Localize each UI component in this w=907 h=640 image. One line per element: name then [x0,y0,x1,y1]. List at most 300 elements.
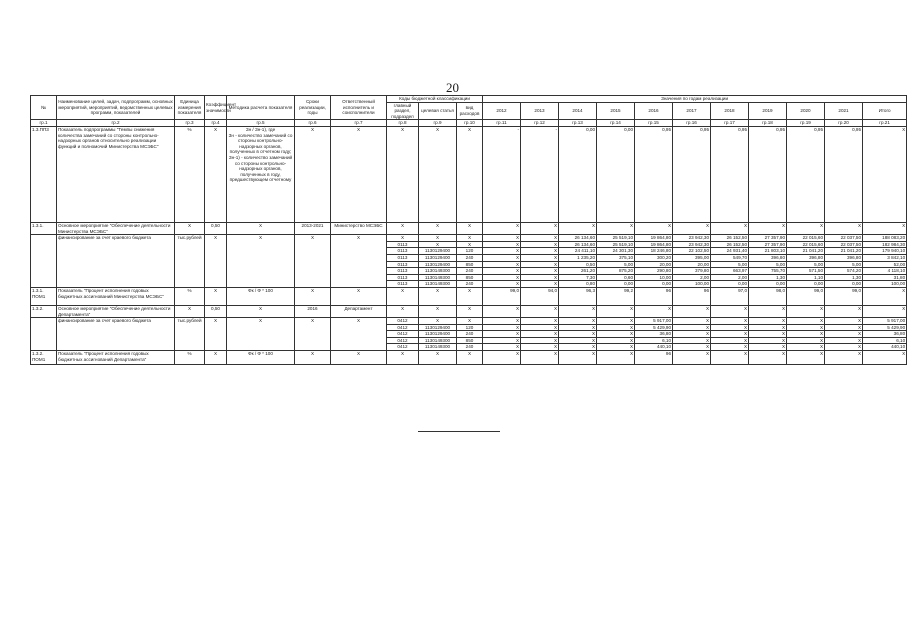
row-value: Х [521,268,559,275]
row-value: Х [559,351,597,365]
row-code-article: 1130149300 [419,344,457,351]
row-unit: Х [175,305,205,317]
row-value: Х [825,222,863,234]
row-value: 5 917,00 [863,318,907,325]
row-value: 0,00 [597,281,635,288]
row-value: Х [483,241,521,248]
row-value: 549,70 [711,254,749,261]
row-value: Х [749,318,787,325]
row-value: 179 940,10 [863,248,907,255]
hdr-year: 2014 [559,102,597,120]
row-value: Х [749,337,787,344]
hdr-year: 2017 [673,102,711,120]
column-number: гр.5 [227,120,295,127]
row-value: Х [597,337,635,344]
row-value: Х [483,318,521,325]
row-value: Х [483,344,521,351]
row-value: Х [863,305,907,317]
row-value: 440,10 [863,344,907,351]
row-exec: Х [331,287,387,305]
row-value: Х [673,324,711,331]
row-code-type: 240 [457,281,483,288]
row-value: Х [483,268,521,275]
row-code-type: 850 [457,337,483,344]
row-code-section: Х [387,126,419,222]
row-value: - [521,126,559,222]
row-value: Х [521,324,559,331]
row-value: Х [825,324,863,331]
row-value: Х [597,331,635,338]
hdr-method: Методика расчета показателя [227,96,295,120]
row-code-type: Х [457,287,483,305]
row-value: 94,0 [521,287,559,305]
row-weight: Х [205,126,227,222]
row-value: 5 429,90 [635,324,673,331]
column-number: гр.10 [457,120,483,127]
row-value: 99,0 [787,287,825,305]
column-number: гр.16 [673,120,711,127]
row-term: 2013-2021 [295,222,331,234]
indicator-row [31,351,907,365]
row-value: 379,80 [673,268,711,275]
row-value: 188 083,20 [863,235,907,242]
row-code-section: 0412 [387,324,419,331]
row-number: 1.3.ПП3 [31,126,57,222]
row-number: 1.3.1. [31,222,57,234]
row-code-section: Х [387,235,419,242]
row-value: 27 357,90 [749,235,787,242]
row-value: 96,3 [559,287,597,305]
row-value: 22 015,60 [787,235,825,242]
row-value: Х [825,344,863,351]
row-code-section: Х [387,287,419,305]
row-exec: Х [331,235,387,288]
row-value: 36,80 [863,331,907,338]
row-code-type: 240 [457,254,483,261]
page-number: 20 [446,80,459,95]
row-value: Х [521,337,559,344]
row-weight: Х [205,287,227,305]
row-code-article: Х [419,235,457,242]
row-number: 1.3.2. [31,305,57,317]
row-value: 0,95 [635,126,673,222]
row-value: 21 803,10 [749,248,787,255]
row-code-type: Х [457,351,483,365]
row-value: 5,00 [711,261,749,268]
row-term: Х [295,235,331,288]
row-value: Х [559,324,597,331]
row-value: Х [521,274,559,281]
row-code-section: 0113 [387,241,419,248]
row-name: Показатель "Процент исполнения годовых бюджетных ассигнований Департамента" [57,351,175,365]
row-value: 5,00 [787,261,825,268]
row-name: Показатель "Процент исполнения годовых бюджетных ассигнований Министерства МСЭБС" [57,287,175,305]
row-code-article: 1130129400 [419,324,457,331]
row-value: Х [521,261,559,268]
row-value: Х [483,281,521,288]
row-code-type: Х [457,222,483,234]
row-code-type: 850 [457,261,483,268]
row-value: Х [521,331,559,338]
row-value: 0,80 [559,281,597,288]
row-value: Х [521,351,559,365]
column-number: гр.21 [863,120,907,127]
column-number: гр.13 [559,120,597,127]
row-value: 0,95 [711,126,749,222]
finance-row [31,318,907,325]
column-number: гр.17 [711,120,749,127]
hdr-year: 2013 [521,102,559,120]
row-value: Х [559,318,597,325]
finance-row [31,235,907,242]
row-value: Х [673,337,711,344]
row-name: финансирование за счет краевого бюджета [57,318,175,351]
row-value: 24 411,10 [559,248,597,255]
row-code-type: 240 [457,268,483,275]
row-unit: % [175,126,205,222]
column-number: гр.2 [57,120,175,127]
row-value: 1,30 [825,274,863,281]
row-value: Х [673,305,711,317]
row-value: Х [749,331,787,338]
row-value: 36,80 [635,331,673,338]
column-number: гр.19 [787,120,825,127]
row-code-section: 0113 [387,274,419,281]
row-value: 875,20 [597,268,635,275]
row-value: 395,00 [673,254,711,261]
column-number: гр.1 [31,120,57,127]
row-name: Показатель подпрограммы "Темпы снижения количества замечаний со стороны контрольно-надзорных органов относительно реализации функций и полномочий Министерства МСЭБС" [57,126,175,222]
row-value: Х [749,351,787,365]
row-value: Х [673,318,711,325]
row-code-article: 1130149300 [419,268,457,275]
row-code-section: 0113 [387,254,419,261]
row-method: Фк / Ф * 100 [227,351,295,365]
row-value: 5,00 [749,261,787,268]
column-number: гр.11 [483,120,521,127]
row-code-type: 240 [457,344,483,351]
row-method: Х [227,305,295,317]
column-number: гр.7 [331,120,387,127]
column-number: гр.8 [387,120,419,127]
row-value: 22 015,60 [787,241,825,248]
row-value: 396,80 [825,254,863,261]
row-weight: 0,50 [205,305,227,317]
row-code-section: 0113 [387,281,419,288]
row-value: 0,95 [787,126,825,222]
row-value: Х [521,254,559,261]
column-number: гр.6 [295,120,331,127]
row-value: Х [711,324,749,331]
row-value: 99,0 [483,287,521,305]
row-value: Х [483,274,521,281]
indicator-row [31,126,907,222]
row-exec: Х [331,126,387,222]
row-value: 21 041,20 [787,248,825,255]
row-code-article: 1130149300 [419,274,457,281]
row-value: 0,00 [559,126,597,222]
column-number-row [31,120,907,127]
row-value: 571,50 [787,268,825,275]
row-value: Х [711,222,749,234]
row-value: Х [483,305,521,317]
row-term: Х [295,126,331,222]
row-value: 22 102,50 [673,248,711,255]
row-value: Х [559,222,597,234]
row-value: 440,10 [635,344,673,351]
row-value: Х [521,305,559,317]
indicator-row [31,287,907,305]
row-value: 21 041,20 [825,248,863,255]
row-name: финансирование за счет краевого бюджета [57,235,175,288]
column-number: гр.3 [175,120,205,127]
column-number: гр.18 [749,120,787,127]
row-value: 100,00 [863,281,907,288]
hdr-year: 2020 [787,102,825,120]
row-value: Х [711,337,749,344]
row-value: Х [521,344,559,351]
row-code-section: 0113 [387,268,419,275]
row-value: Х [787,318,825,325]
row-exec: Министерство МСЭБС [331,222,387,234]
row-value: 20,00 [673,261,711,268]
column-number: гр.4 [205,120,227,127]
row-value: Х [597,344,635,351]
row-code-article: Х [419,126,457,222]
row-code-type: Х [457,318,483,325]
row-value: Х [787,337,825,344]
row-code-type: 240 [457,331,483,338]
hdr-total: Итого [863,102,907,120]
row-code-article: 1130129400 [419,254,457,261]
row-value: 396,80 [787,254,825,261]
row-value: 99,2 [597,287,635,305]
hdr-values: Значения по годам реализации [483,96,907,103]
row-code-section: 0412 [387,337,419,344]
row-value: 97,0 [711,287,749,305]
program-table [30,95,907,365]
row-value: 18 246,80 [635,248,673,255]
row-value: Х [673,331,711,338]
row-value: Х [483,222,521,234]
row-weight: Х [205,351,227,365]
hdr-year: 2019 [749,102,787,120]
row-code-section: 0113 [387,261,419,268]
row-code-type: 120 [457,248,483,255]
row-code-section: 0412 [387,344,419,351]
row-code-article: 1130129400 [419,248,457,255]
row-value: Х [673,351,711,365]
row-unit: тыс.рублей [175,318,205,351]
row-value: Х [749,344,787,351]
row-value: Х [787,222,825,234]
row-value: 0,60 [597,274,635,281]
hdr-exec: Ответственный исполнитель и соисполнители [331,96,387,120]
row-value: Х [825,331,863,338]
row-value: 290,80 [635,268,673,275]
row-value: Х [521,241,559,248]
row-value: Х [483,235,521,242]
row-value: Х [521,222,559,234]
row-value: 1,10 [787,274,825,281]
row-value: 0,50 [559,261,597,268]
row-value: 261,20 [559,268,597,275]
row-code-type: 120 [457,324,483,331]
row-value: Х [673,344,711,351]
column-number: гр.14 [597,120,635,127]
row-value: 25 519,10 [597,235,635,242]
row-value: 5 429,90 [863,324,907,331]
column-number: гр.12 [521,120,559,127]
hdr-unit: Единица измерения показателя [175,96,205,120]
row-code-section: 0412 [387,331,419,338]
row-value: 7,30 [559,274,597,281]
row-code-article: 1130149300 [419,337,457,344]
row-value: 574,20 [825,268,863,275]
row-value: 20,00 [635,261,673,268]
row-value: 19 864,80 [635,241,673,248]
row-method: Х [227,222,295,234]
row-value: Х [711,318,749,325]
row-method: Х [227,318,295,351]
row-value: Х [863,351,907,365]
footer-rule [418,431,500,432]
row-term: Х [295,287,331,305]
row-value: 24 301,30 [597,248,635,255]
row-weight: Х [205,235,227,288]
row-value: 23 942,30 [673,241,711,248]
row-value: 182 984,30 [863,241,907,248]
hdr-code-type: вид расходов [457,102,483,120]
row-value: Х [787,305,825,317]
row-value: 4 118,10 [863,268,907,275]
row-value: Х [711,344,749,351]
row-value: 0,00 [787,281,825,288]
row-value: Х [825,305,863,317]
row-value: Х [863,126,907,222]
row-value: 5,00 [597,261,635,268]
row-unit: тыс.рублей [175,235,205,288]
row-value: 663,97 [711,268,749,275]
row-value: 0,00 [635,281,673,288]
row-value: Х [483,248,521,255]
row-value: 6,10 [863,337,907,344]
row-value: 0,95 [673,126,711,222]
row-value: Х [483,261,521,268]
hdr-codes: Коды бюджетной классификации [387,96,483,103]
column-number: гр.9 [419,120,457,127]
hdr-year: 2015 [597,102,635,120]
row-value: 26 134,60 [559,235,597,242]
row-value: Х [483,331,521,338]
row-value: Х [635,222,673,234]
row-exec: Х [331,318,387,351]
row-value: 25 519,10 [597,241,635,248]
row-value: 2,00 [711,274,749,281]
row-value: Х [825,351,863,365]
row-value: 26 152,50 [711,235,749,242]
row-value: 375,10 [597,254,635,261]
hdr-weight: Коэффициент значимости [205,96,227,120]
row-exec: Х [331,351,387,365]
row-value: 0,00 [711,281,749,288]
row-code-section: 0412 [387,318,419,325]
row-value: Х [597,324,635,331]
row-value: Х [863,287,907,305]
row-value: Х [483,351,521,365]
row-value: 755,70 [749,268,787,275]
row-code-section: Х [387,222,419,234]
row-value: Х [597,351,635,365]
row-code-section: Х [387,305,419,317]
hdr-code-section: главный раздел, подраздел [387,102,419,120]
row-value: Х [597,305,635,317]
row-value: 96 [635,287,673,305]
row-value: 0,00 [825,281,863,288]
row-code-article: 1130129400 [419,331,457,338]
row-value: 0,95 [825,126,863,222]
row-code-section: Х [387,351,419,365]
row-code-type: Х [457,235,483,242]
main-activity-row [31,222,907,234]
hdr-year: 2018 [711,102,749,120]
row-unit: % [175,351,205,365]
row-value: Х [635,305,673,317]
row-value: Х [711,331,749,338]
hdr-no: № [31,96,57,120]
row-value: Х [749,222,787,234]
row-value: Х [597,318,635,325]
row-method: Зн / Зн-1), где Зн - количество замечаний со стороны контрольно-надзорных органов, полученных в отчетном году; Зн-1) - количество замечаний со стороны контрольно-надзорных органов, полученных в году, предшествующем отчетному [227,126,295,222]
row-value: Х [711,305,749,317]
row-value: 96 [673,287,711,305]
row-code-type: Х [457,126,483,222]
row-value: Х [559,305,597,317]
row-term: 2016 [295,305,331,317]
table-body [31,120,907,365]
row-value: 100,00 [673,281,711,288]
hdr-term: Сроки реализации, годы [295,96,331,120]
row-unit: % [175,287,205,305]
row-value: 3 842,10 [863,254,907,261]
row-value: Х [559,331,597,338]
row-code-article: Х [419,351,457,365]
row-term: Х [295,318,331,351]
row-value: 26 152,50 [711,241,749,248]
hdr-name: Наименование целей, задач, подпрограмм, основных мероприятий, мероприятий, ведомственных целевых программ, показателей [57,96,175,120]
row-value: 0,00 [749,281,787,288]
row-code-article: Х [419,222,457,234]
row-value: 22 037,50 [825,241,863,248]
row-value: 23 942,30 [673,235,711,242]
row-value: 52,00 [863,261,907,268]
row-value: 300,20 [635,254,673,261]
main-activity-row [31,305,907,317]
row-value: 10,00 [635,274,673,281]
row-value: Х [483,254,521,261]
row-value: 2,00 [673,274,711,281]
row-value: Х [825,318,863,325]
row-exec: Департамент [331,305,387,317]
row-value: 5 917,00 [635,318,673,325]
row-value: Х [483,324,521,331]
row-value: Х [597,222,635,234]
row-value: 24 931,40 [711,248,749,255]
row-value: 26 134,60 [559,241,597,248]
row-value: Х [521,235,559,242]
row-value: 31,80 [863,274,907,281]
row-code-article: Х [419,305,457,317]
